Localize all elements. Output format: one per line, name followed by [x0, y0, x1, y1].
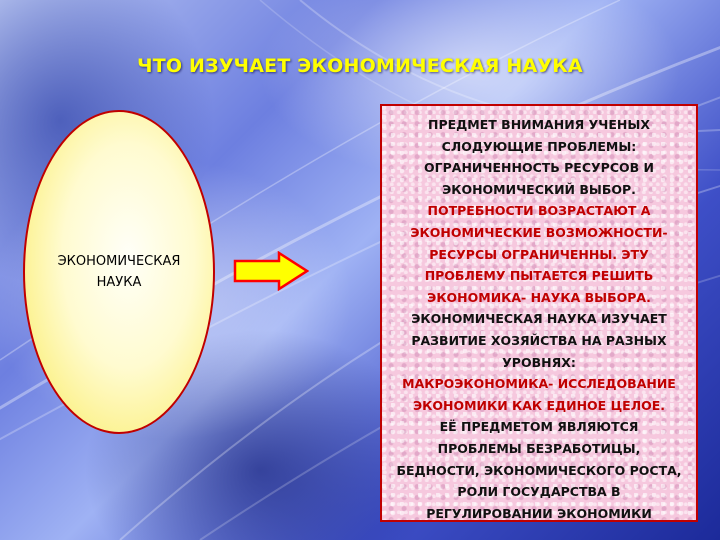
text-line: РЕСУРСЫ ОГРАНИЧЕННЫ. ЭТУ [429, 246, 649, 262]
oval-label-line: НАУКА [96, 275, 142, 290]
text-line: УРОВНЯХ: [502, 354, 576, 370]
text-line: ЕЁ ПРЕДМЕТОМ ЯВЛЯЮТСЯ [439, 419, 639, 435]
text-line: СЛОДУЮЩИЕ ПРОБЛЕМЫ: [441, 138, 637, 154]
text-line: РОЛИ ГОСУДАРСТВА В [457, 484, 621, 500]
text-line: ЭКОНОМИЧЕСКИЕ ВОЗМОЖНОСТИ- [410, 224, 668, 240]
text-line: ЭКОНОМИКИ КАК ЕДИНОЕ ЦЕЛОЕ. [412, 397, 666, 413]
text-line: ЭКОНОМИЧЕСКАЯ НАУКА ИЗУЧАЕТ [411, 311, 667, 327]
text-line: ЭКОНОМИЧЕСКИЙ ВЫБОР. [442, 181, 636, 197]
text-line: ПОТРЕБНОСТИ ВОЗРАСТАЮТ А [427, 203, 651, 219]
text-line: ОГРАНИЧЕННОСТЬ РЕСУРСОВ И [424, 160, 654, 176]
description-text-box [380, 104, 698, 522]
text-line: ПРОБЛЕМУ ПЫТАЕТСЯ РЕШИТЬ [424, 268, 654, 284]
text-line: ПРЕДМЕТ ВНИМАНИЯ УЧЕНЫХ [428, 117, 650, 132]
text-line: ПРОБЛЕМЫ БЕЗРАБОТИЦЫ, [437, 440, 641, 456]
text-line: РЕГУЛИРОВАНИИ ЭКОНОМИКИ [426, 505, 652, 521]
right-arrow-icon [233, 251, 309, 291]
text-line: МАКРОЭКОНОМИКА- ИССЛЕДОВАНИЕ [402, 376, 676, 392]
text-line: ЭКОНОМИКА- НАУКА ВЫБОРА. [427, 289, 651, 305]
oval-label [39, 251, 199, 293]
text-line: РАЗВИТИЕ ХОЗЯЙСТВА НА РАЗНЫХ [411, 332, 667, 348]
oval-label-line: ЭКОНОМИЧЕСКАЯ [57, 254, 181, 269]
economics-oval [23, 110, 215, 434]
text-line: БЕДНОСТИ, ЭКОНОМИЧЕСКОГО РОСТА, [396, 462, 682, 478]
slide-title: ЧТО ИЗУЧАЕТ ЭКОНОМИЧЕСКАЯ НАУКА [137, 55, 583, 77]
